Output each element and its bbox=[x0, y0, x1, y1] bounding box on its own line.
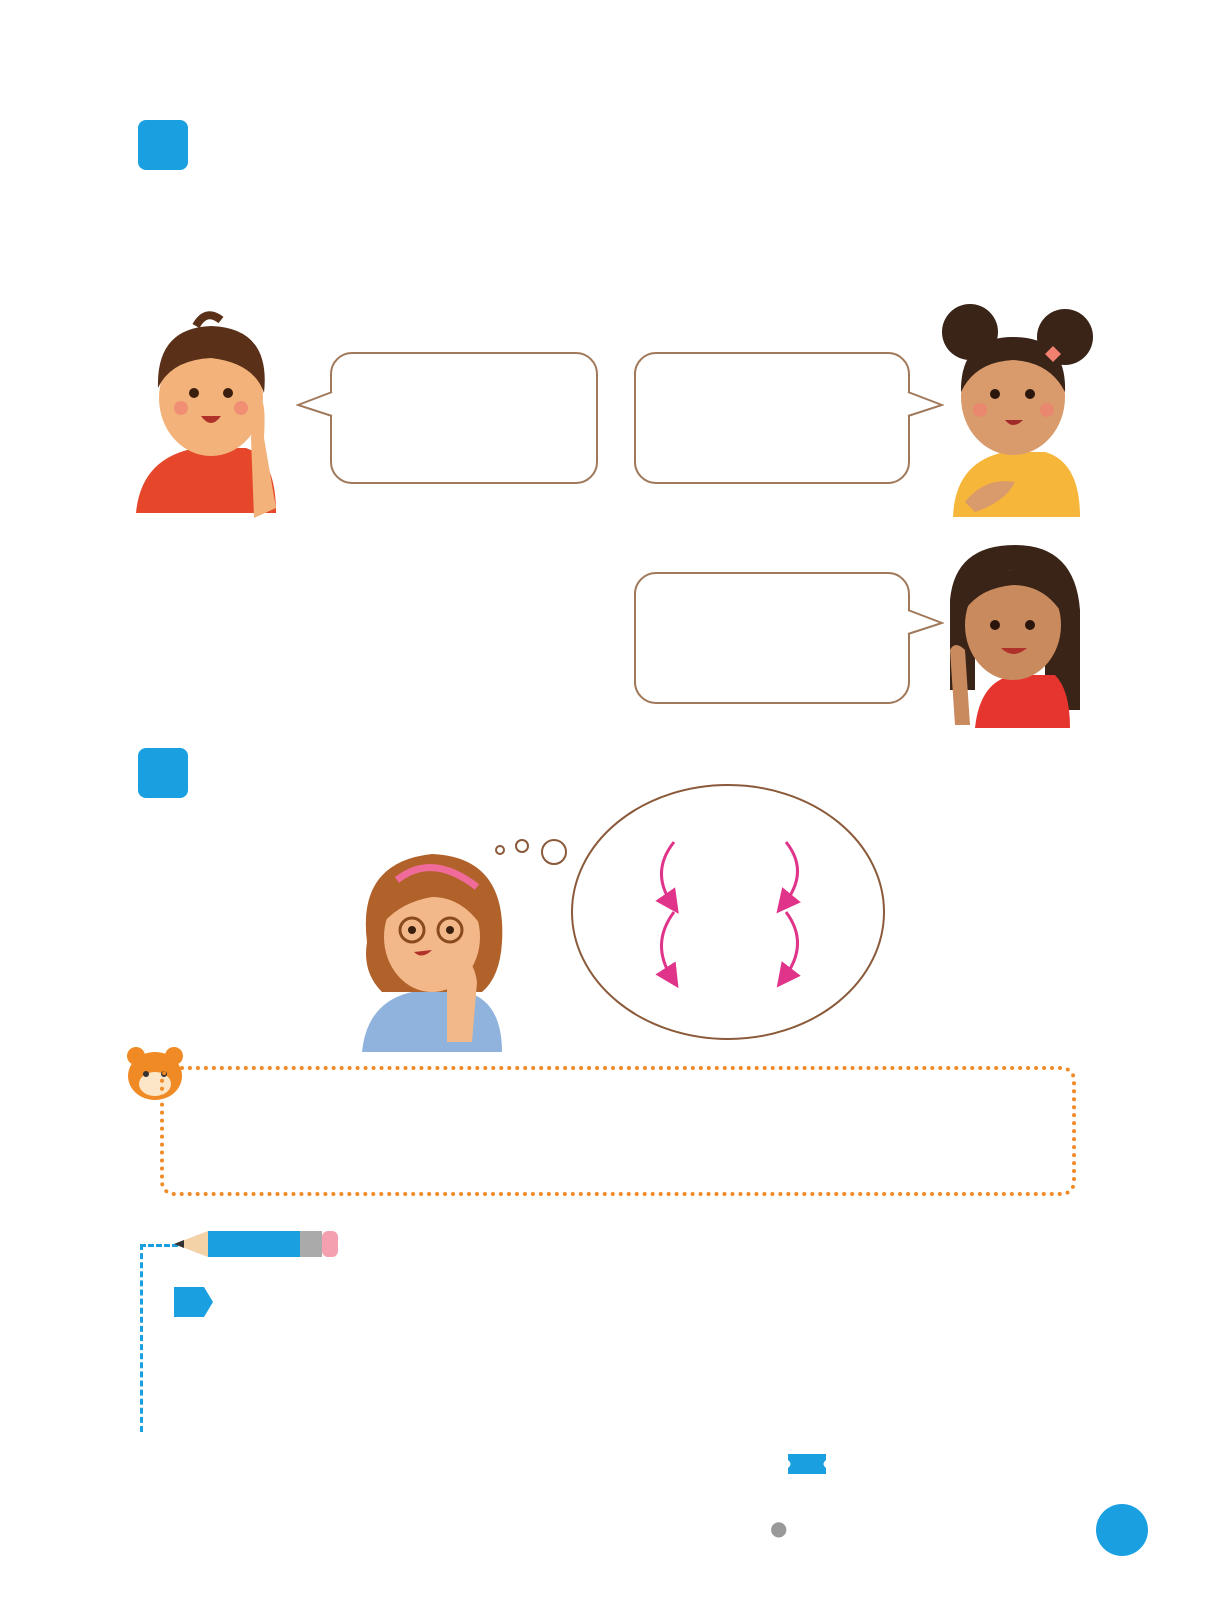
question-3-badge bbox=[138, 120, 188, 170]
ticket-icon bbox=[788, 1454, 826, 1474]
exercise-d bbox=[588, 1394, 598, 1420]
footer-dot: ● bbox=[770, 1516, 788, 1540]
footer-chapter bbox=[770, 1512, 787, 1541]
tip-box bbox=[160, 1066, 1076, 1196]
speech-bubble-boy bbox=[330, 352, 598, 484]
exercise-b bbox=[230, 1394, 240, 1420]
exercise-a bbox=[230, 1342, 240, 1368]
page-number bbox=[1096, 1504, 1148, 1556]
question-4-badge bbox=[138, 748, 188, 798]
halving-arrows bbox=[560, 820, 880, 1020]
ema-calculation bbox=[560, 820, 880, 1020]
bubble-pointer-boy bbox=[296, 390, 334, 420]
speech-bubble-girl-2 bbox=[634, 572, 910, 704]
practice-dashed-line-top bbox=[140, 1244, 178, 1247]
practice-dashed-line-left bbox=[140, 1244, 143, 1432]
boy-illustration bbox=[136, 308, 286, 523]
pencil-icon bbox=[174, 1229, 340, 1259]
exercise-1-badge-shape bbox=[174, 1287, 214, 1317]
girl-curly-hair-illustration bbox=[935, 302, 1095, 524]
girl-long-hair-illustration bbox=[935, 540, 1090, 730]
exercise-f bbox=[952, 1394, 962, 1420]
exercise-e bbox=[952, 1342, 962, 1368]
speech-bubble-girl-1 bbox=[634, 352, 910, 484]
exercise-c bbox=[588, 1342, 598, 1368]
